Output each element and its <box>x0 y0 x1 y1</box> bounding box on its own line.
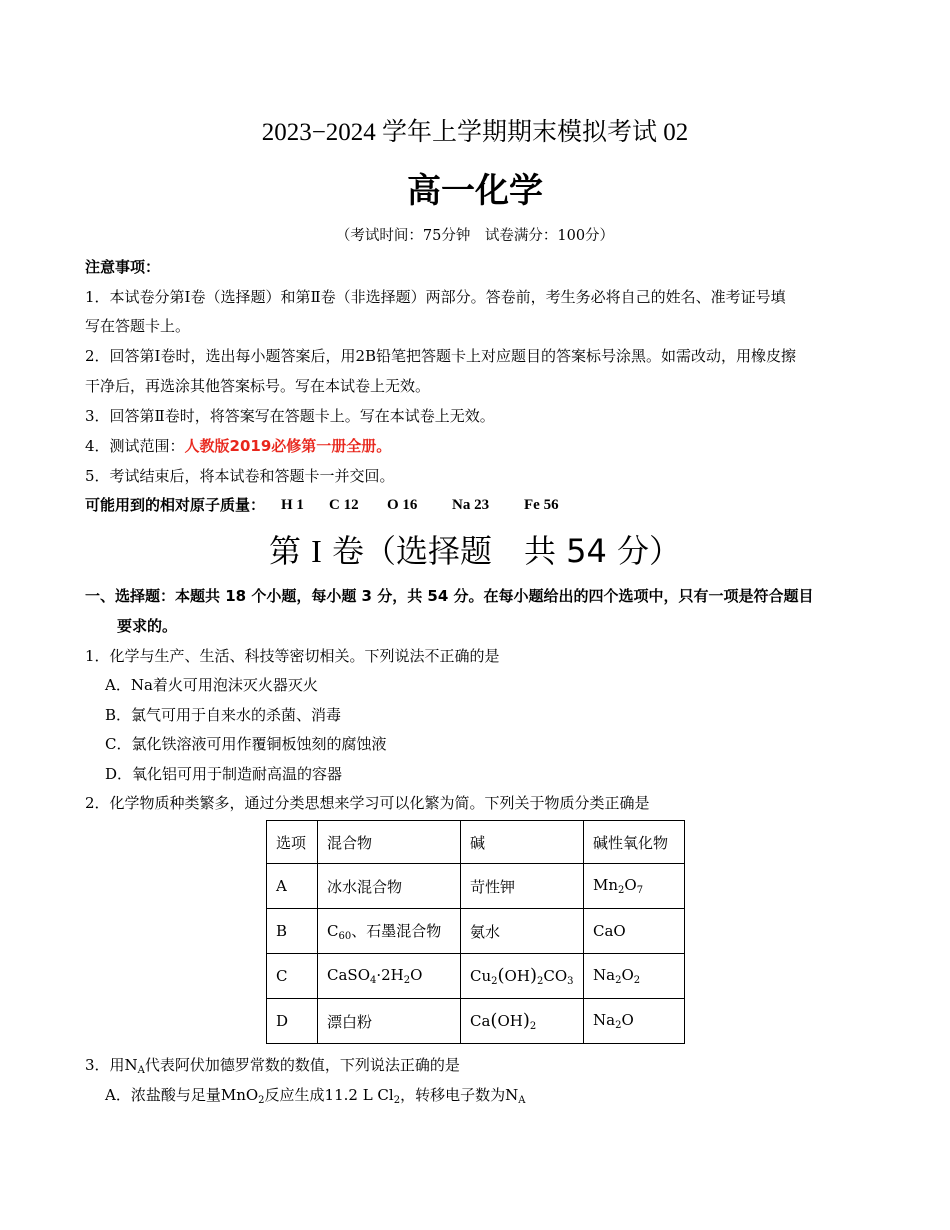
row-d-mixture: 漂白粉 <box>318 999 461 1044</box>
row-b-oxide: CaO <box>584 909 685 954</box>
row-b-option: B <box>267 909 318 954</box>
table-row <box>267 954 685 999</box>
mass-c: C 12 <box>329 497 359 513</box>
note-4-prefix: 4．测试范围： <box>85 437 185 455</box>
header-mixture: 混合物 <box>318 821 461 864</box>
row-b-mixture: $C_{60}$、石墨混合物 <box>318 909 461 954</box>
atomic-mass-label: 可能用到的相对原子质量： <box>85 496 266 514</box>
note-4 <box>85 436 391 456</box>
row-c-oxide: $Na_2O_2$ <box>584 954 685 999</box>
row-b-base: 氨水 <box>461 909 584 954</box>
row-a-mixture: 冰水混合物 <box>318 864 461 909</box>
row-a-oxide: $Mn_2O_7$ <box>584 864 685 909</box>
mass-h: H 1 <box>281 497 304 513</box>
q1-option-b: B．氯气可用于自来水的杀菌、消毒 <box>105 706 342 724</box>
row-d-oxide: $Na_2O$ <box>584 999 685 1044</box>
header-oxide: 碱性氧化物 <box>584 821 685 864</box>
table-row <box>267 864 685 909</box>
q2-stem: 2．化学物质种类繁多，通过分类思想来学习可以化繁为简。下列关于物质分类正确是 <box>85 794 650 812</box>
part1-line-1: 一、选择题：本题共 18 个小题，每小题 3 分，共 54 分。在每小题给出的四个选项中，只有一项是符合题目 <box>85 587 814 605</box>
row-d-option: D <box>267 999 318 1044</box>
table-row <box>267 909 685 954</box>
row-c-base: $Cu_2(OH)_2CO_3$ <box>461 954 584 999</box>
section-roman: I <box>311 533 322 569</box>
q3-stem: 3．用$N_A$代表阿伏加德罗常数的数值，下列说法正确的是 <box>85 1056 460 1076</box>
q2-options-table <box>266 820 685 1044</box>
note-2-line-2: 干净后，再选涂其他答案标号。写在本试卷上无效。 <box>85 377 431 395</box>
row-d-base: $Ca(OH)_2$ <box>461 999 584 1044</box>
note-4-scope: 人教版2019必修第一册全册。 <box>184 437 392 455</box>
note-2-line-1: 2．回答第Ⅰ卷时，选出每小题答案后，用2B铅笔把答题卡上对应题目的答案标号涂黑。如需改动，用橡皮擦 <box>85 347 797 365</box>
q1-stem: 1．化学与生产、生活、科技等密切相关。下列说法不正确的是 <box>85 647 500 665</box>
q1-option-c: C．氯化铁溶液可用作覆铜板蚀刻的腐蚀液 <box>105 735 387 753</box>
note-3: 3．回答第Ⅱ卷时，将答案写在答题卡上。写在本试卷上无效。 <box>85 407 495 425</box>
q1-option-a: A．Na着火可用泡沫灭火器灭火 <box>105 676 318 694</box>
subject-title: 高一化学 <box>407 171 543 211</box>
exam-title: 2023−2024 学年上学期期末模拟考试 02 <box>261 119 689 146</box>
exam-info: （考试时间：75分钟 试卷满分：100分） <box>335 228 615 244</box>
header-base: 碱 <box>461 821 584 864</box>
q3-option-a: A．浓盐酸与足量MnO$_2$反应生成11.2 L $Cl_2$，转移电子数为$N_A$ <box>105 1086 526 1106</box>
notes-heading: 注意事项： <box>85 258 161 276</box>
note-1-line-1: 1．本试卷分第Ⅰ卷（选择题）和第Ⅱ卷（非选择题）两部分。答卷前，考生务必将自己的姓名、准考证号填 <box>85 288 786 306</box>
mass-o: O 16 <box>387 497 418 513</box>
q1-option-d: D．氧化铝可用于制造耐高温的容器 <box>105 765 343 783</box>
table-header-row <box>267 821 685 864</box>
section-title: 第 I 卷（选择题 共 54 分） <box>268 532 682 570</box>
mass-fe: Fe 56 <box>524 497 559 513</box>
row-a-base: 苛性钾 <box>461 864 584 909</box>
header-option: 选项 <box>267 821 318 864</box>
table-row <box>267 999 685 1044</box>
part1-line-2: 要求的。 <box>117 617 178 635</box>
row-a-option: A <box>267 864 318 909</box>
row-c-option: C <box>267 954 318 999</box>
row-c-mixture: $CaSO_4\cdot 2H_2O$ <box>318 954 461 999</box>
note-1-line-2: 写在答题卡上。 <box>85 317 191 335</box>
mass-na: Na 23 <box>452 497 490 513</box>
note-5: 5．考试结束后，将本试卷和答题卡一并交回。 <box>85 467 395 485</box>
